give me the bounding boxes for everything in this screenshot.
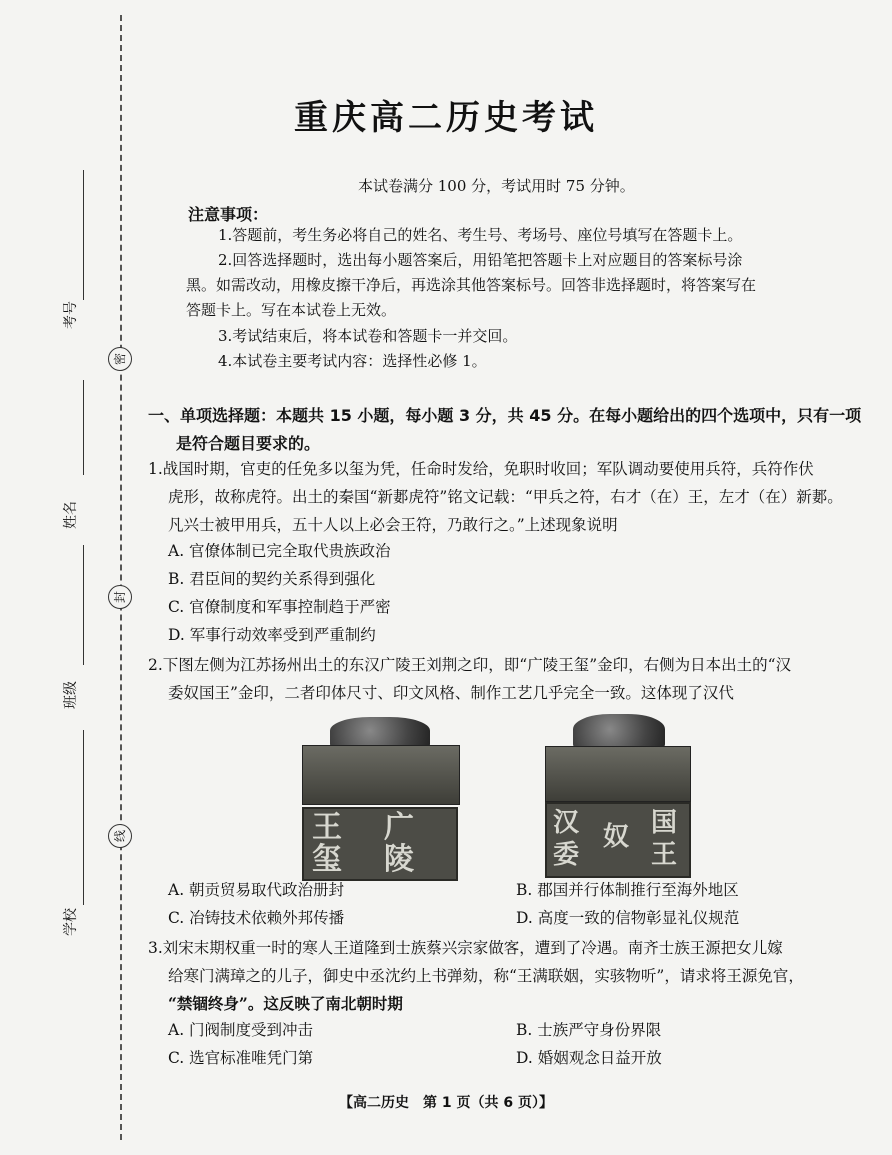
question-1-stem	[148, 455, 878, 539]
note-item-2-line-1: 2.回答选择题时，选出每小题答案后，用铅笔把答题卡上对应题目的答案标号涂	[218, 251, 743, 269]
question-3-option-b: B. 士族严守身份界限	[516, 1021, 662, 1039]
seal-body	[545, 746, 691, 802]
question-3-stem	[148, 934, 878, 1018]
seal-mark-feng: 封	[108, 585, 132, 609]
seal-glyph: 陵	[384, 842, 414, 877]
note-item-4: 4.本试卷主要考试内容：选择性必修 1。	[218, 352, 487, 370]
seal-face	[545, 802, 691, 878]
question-1-line-3: 凡兴士被甲用兵，五十人以上必会王符，乃敢行之。”上述现象说明	[168, 516, 618, 534]
question-1-line-2: 虎形，故称虎符。出土的秦国“新郪虎符”铭文记载：“甲兵之符，右才（在）王，左才（在）新郪。	[168, 488, 843, 506]
wanu-seal-image	[543, 712, 693, 874]
question-3-line-3: “禁锢终身”。这反映了南北朝时期	[168, 994, 403, 1013]
seal-glyph: 玺	[312, 842, 342, 877]
seal-glyph: 汉	[553, 808, 580, 838]
question-1-option-d: D. 军事行动效率受到严重制约	[168, 626, 376, 644]
seal-glyph: 王	[651, 840, 678, 870]
exam-info: 本试卷满分 100 分，考试用时 75 分钟。	[358, 177, 635, 195]
question-2-option-d: D. 高度一致的信物彰显礼仪规范	[516, 909, 740, 927]
question-1-line-1: 1.战国时期，官吏的任免多以玺为凭，任命时发给，免职时收回；军队调动要使用兵符，兵符作伏	[148, 460, 814, 478]
guangling-seal-image	[300, 715, 460, 875]
binding-dashed-line	[120, 15, 122, 1140]
seal-glyph: 委	[553, 840, 580, 870]
name-label: 姓名	[63, 501, 79, 529]
question-2-stem	[148, 651, 878, 707]
question-2-line-1: 2.下图左侧为江苏扬州出土的东汉广陵王刘荆之印，即“广陵王玺”金印，右侧为日本出土的“汉	[148, 656, 792, 674]
page-footer: 【高二历史 第 1 页（共 6 页）】	[339, 1095, 553, 1111]
question-2-line-2: 委奴国王”金印，二者印体尺寸、印文风格、制作工艺几乎完全一致。这体现了汉代	[168, 684, 734, 702]
seal-glyph: 奴	[603, 822, 630, 852]
notes-title: 注意事项：	[188, 205, 269, 224]
question-1-option-b: B. 君臣间的契约关系得到强化	[168, 570, 376, 588]
question-3-option-d: D. 婚姻观念日益开放	[516, 1049, 662, 1067]
seal-mark-mi: 密	[108, 347, 132, 371]
note-item-2-line-2: 黑。如需改动，用橡皮擦干净后，再选涂其他答案标号。回答非选择题时，将答案写在	[186, 276, 757, 294]
section-heading-line-1: 一、单项选择题：本题共 15 小题，每小题 3 分，共 45 分。在每小题给出的四个选项中，只有一项	[148, 406, 862, 425]
name-underline	[83, 380, 84, 475]
section-heading	[148, 402, 878, 458]
seal-mark-xian: 线	[108, 824, 132, 848]
seal-glyph: 广	[384, 810, 414, 845]
school-label: 学校	[63, 908, 79, 936]
seal-body	[302, 745, 460, 805]
seal-face	[302, 807, 458, 881]
question-2-option-a: A. 朝贡贸易取代政治册封	[168, 881, 345, 899]
note-item-2-line-3: 答题卡上。写在本试卷上无效。	[186, 301, 397, 319]
exam-no-label: 考号	[63, 301, 79, 329]
question-1-option-c: C. 官僚制度和军事控制趋于严密	[168, 598, 391, 616]
seal-glyph: 王	[312, 810, 342, 845]
question-2-option-b: B. 郡国并行体制推行至海外地区	[516, 881, 739, 899]
question-1-option-a: A. 官僚体制已完全取代贵族政治	[168, 542, 391, 560]
note-item-1: 1.答题前，考生务必将自己的姓名、考生号、考场号、座位号填写在答题卡上。	[218, 226, 743, 244]
question-3-option-a: A. 门阀制度受到冲击	[168, 1021, 314, 1039]
note-item-3: 3.考试结束后，将本试卷和答题卡一并交回。	[218, 327, 518, 345]
section-heading-line-2: 是符合题目要求的。	[176, 434, 321, 453]
seal-glyph: 国	[651, 808, 678, 838]
question-3-line-1: 3.刘宋末期权重一时的寒人王道隆到士族蔡兴宗家做客，遭到了冷遇。南齐士族王源把女儿嫁	[148, 939, 783, 957]
class-underline	[83, 545, 84, 665]
school-underline	[83, 730, 84, 905]
class-label: 班级	[63, 681, 79, 709]
exam-no-underline	[83, 170, 84, 300]
question-2-option-c: C. 冶铸技术依赖外邦传播	[168, 909, 345, 927]
question-3-line-2: 给寒门满璋之的儿子，御史中丞沈约上书弹劾，称“王满联姻，实骇物听”，请求将王源免官，	[168, 967, 804, 985]
exam-title: 重庆高二历史考试	[294, 98, 598, 138]
question-3-option-c: C. 选官标准唯凭门第	[168, 1049, 314, 1067]
